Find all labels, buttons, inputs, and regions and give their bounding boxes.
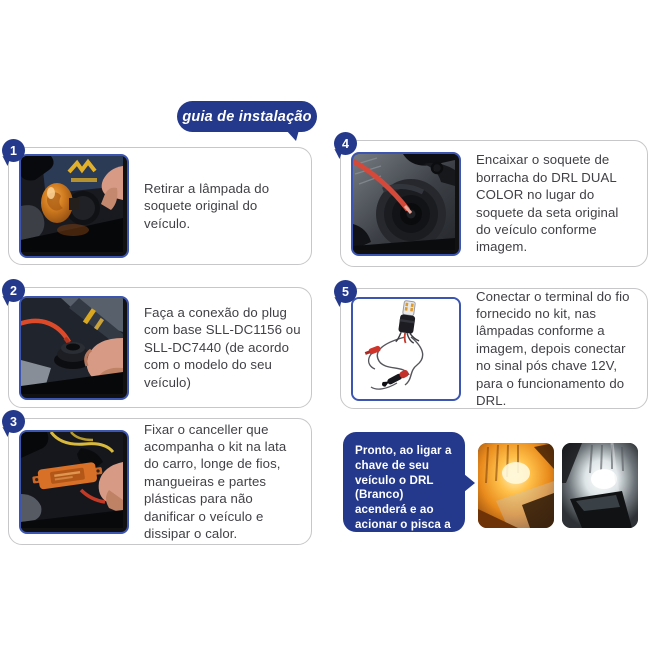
result-photo-amber-light (478, 443, 554, 528)
result-photo-white-light (562, 443, 638, 528)
step-4-number-badge (334, 132, 357, 155)
step-5-text: Conectar o terminal do fio fornecido no kit, nas lâmpadas conforme a imagem, depois conectar no sinal pós chave 12V, para o funcionamento do DRL. (476, 288, 630, 409)
step-5-number-badge (334, 280, 357, 303)
step-3-number-badge (2, 410, 25, 433)
amber-light-illustration (478, 443, 554, 528)
step-5-number: 5 (342, 284, 349, 299)
result-callout-text: Pronto, ao ligar a chave de seu veículo o DRL (Branco) acenderá e ao acionar o pisca a Luz âmbar piscará. (355, 444, 452, 561)
step-2-photo-plug-connection (19, 296, 129, 400)
install-guide-bubble (177, 101, 317, 132)
step-2-card (8, 283, 312, 408)
bulb-removal-illustration (21, 156, 123, 252)
step-4-number: 4 (342, 136, 349, 151)
step-4-card (340, 136, 648, 267)
step-3-photo-canceller-fixing (19, 430, 129, 534)
step-3-number: 3 (10, 414, 17, 429)
step-3-text: Fixar o canceller que acompanha o kit na lata do carro, longe de fios, mangueiras e partes plásticas para não danificar o veículo e dissipar o calor. (144, 421, 287, 542)
rubber-socket-illustration (353, 154, 455, 250)
step-1-photo-bulb-removal (19, 154, 129, 258)
step-4-photo-rubber-socket (351, 152, 461, 256)
step-3-card (8, 414, 312, 545)
step-2-number: 2 (10, 283, 17, 298)
step-2-text: Faça a conexão do plug com base SLL-DC1156 ou SLL-DC7440 (de acordo com o modelo do seu veículo) (144, 304, 301, 390)
step-1-card (8, 143, 312, 265)
step-1-number: 1 (10, 143, 17, 158)
install-guide-label: guia de instalação (182, 108, 312, 125)
canceller-illustration (21, 432, 123, 528)
step-2-number-badge (2, 279, 25, 302)
terminal-wiring-illustration (353, 299, 455, 395)
step-1-text: Retirar a lâmpada do soquete original do veículo. (144, 180, 270, 231)
step-5-photo-terminal-wiring (351, 297, 461, 401)
step-4-text: Encaixar o soquete de borracha do DRL DUAL COLOR no lugar do soquete da seta original do veículo conforme imagem. (476, 152, 619, 255)
step-1-number-badge (2, 139, 25, 162)
white-light-illustration (562, 443, 638, 528)
step-5-card (340, 284, 648, 409)
plug-connection-illustration (21, 298, 123, 394)
result-callout-bubble (343, 432, 465, 561)
